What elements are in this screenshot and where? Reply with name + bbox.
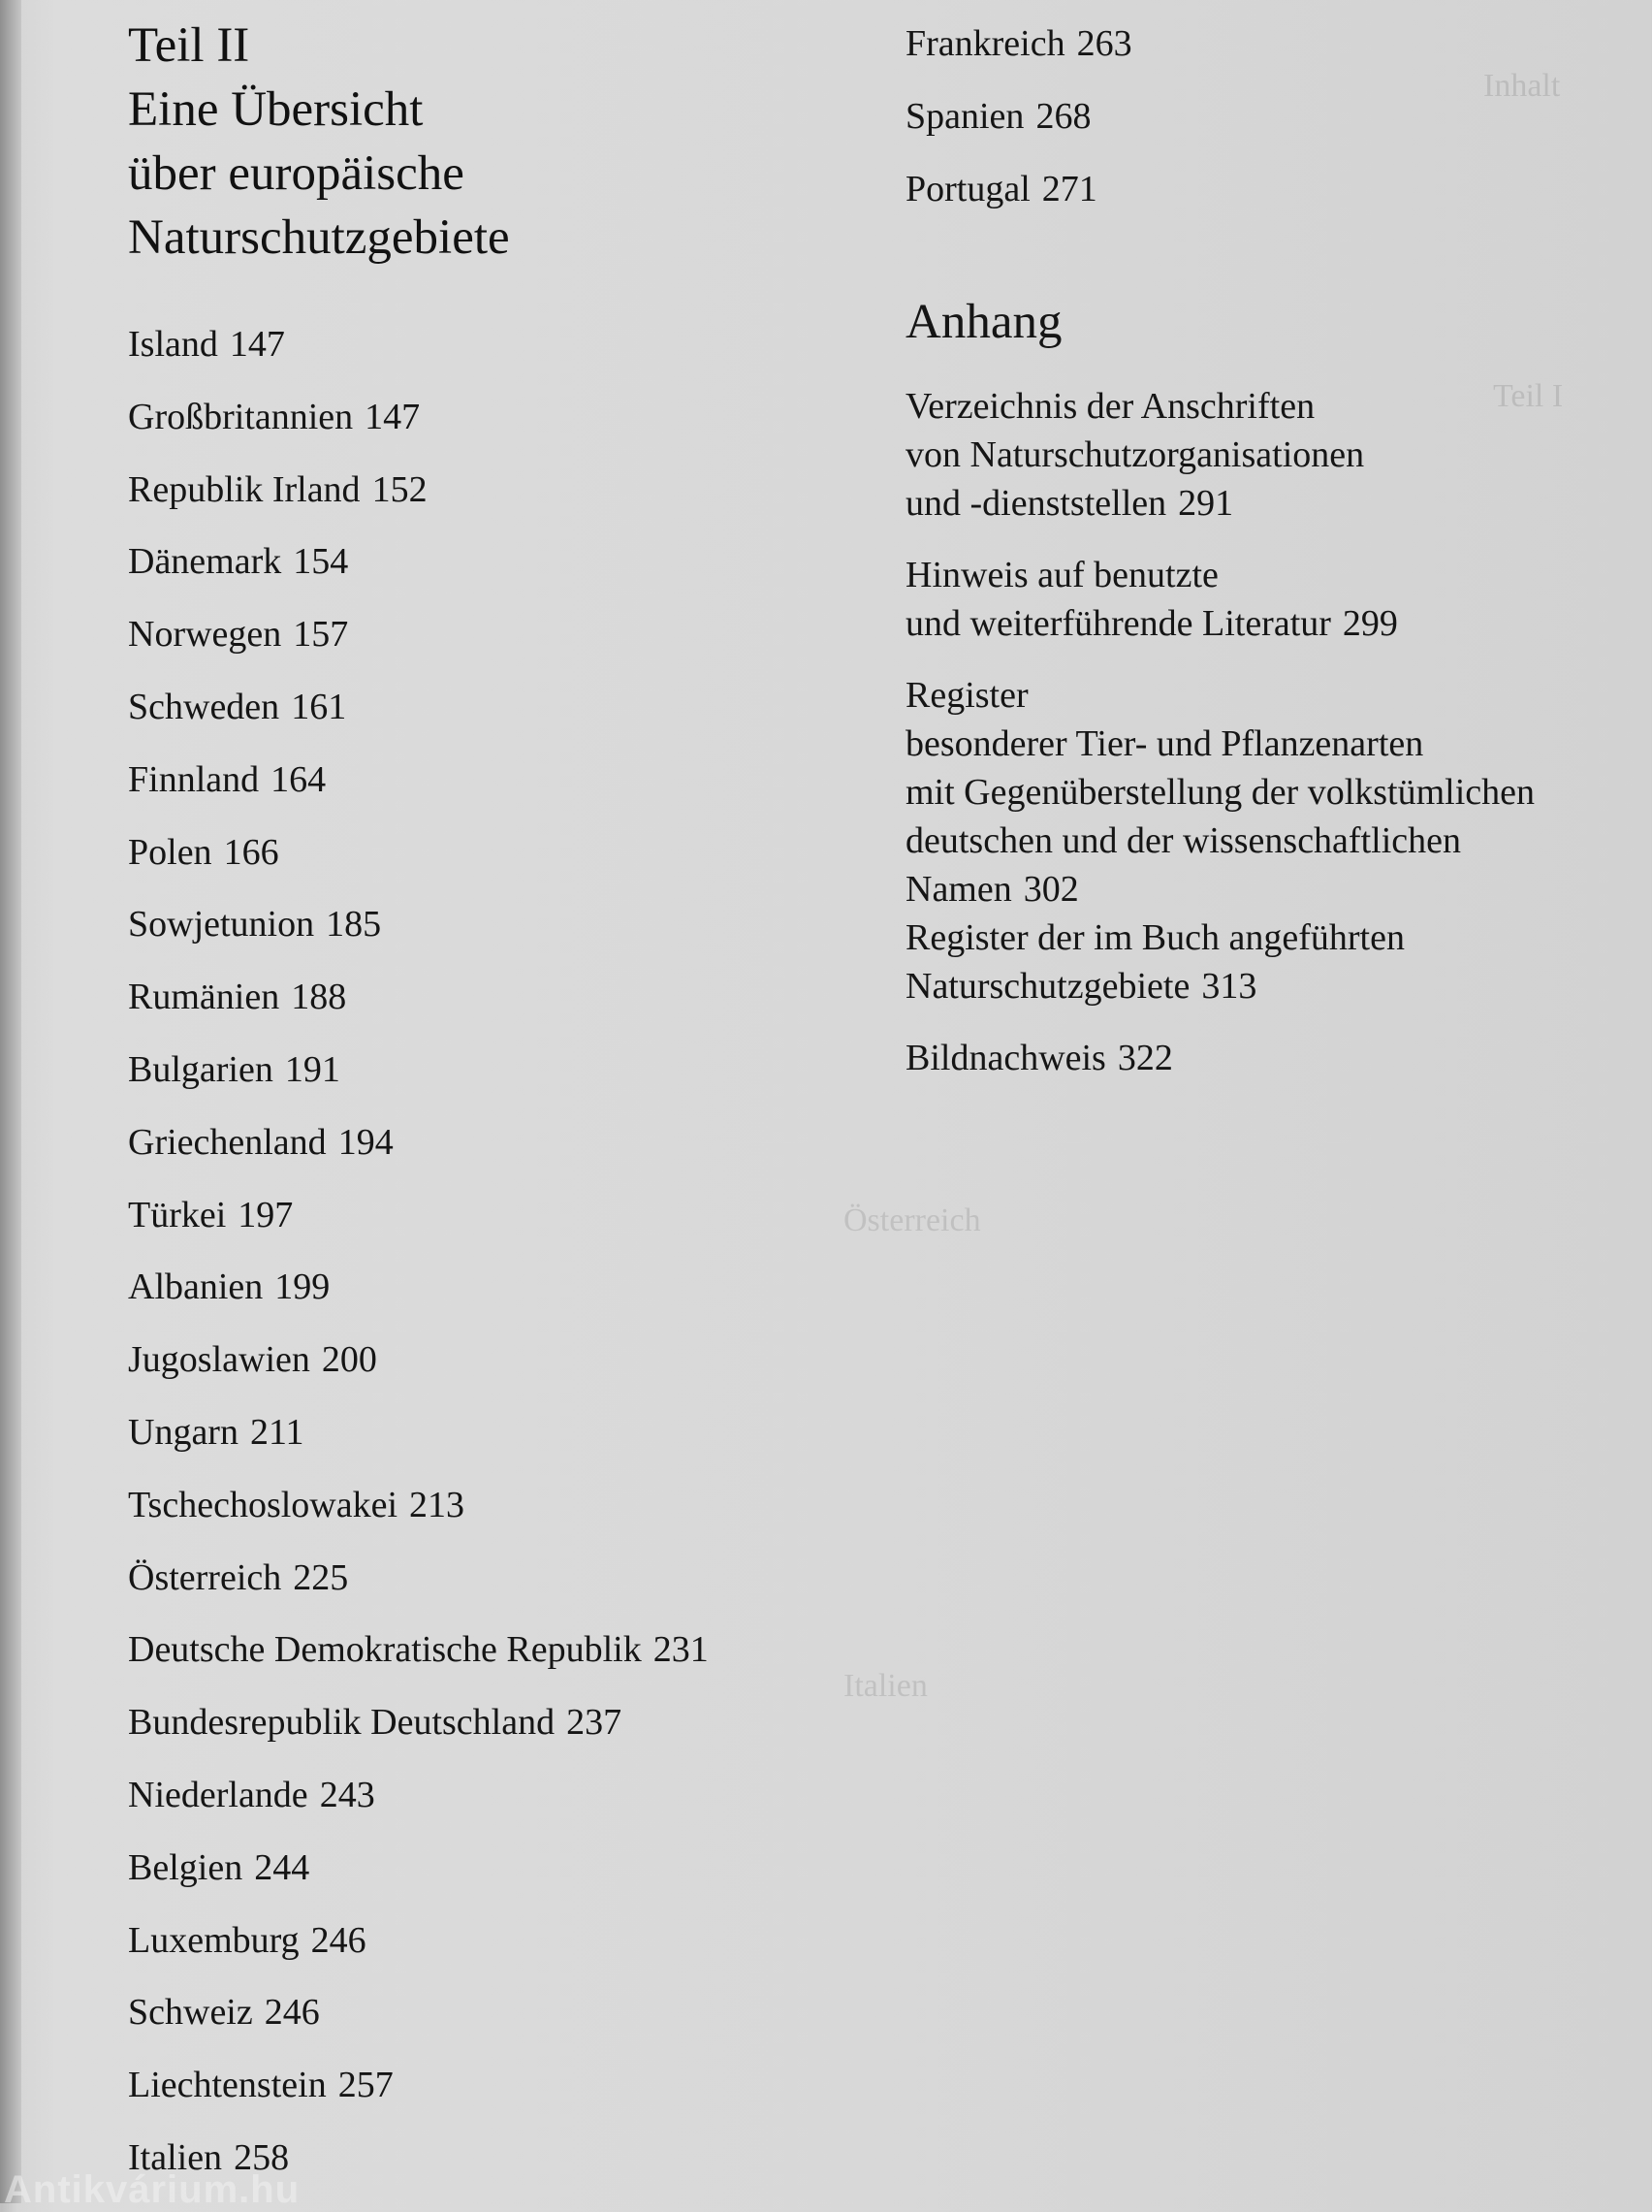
entry-name: Schweiz [128, 1992, 253, 2034]
entry-name: Griechenland [128, 1121, 327, 1163]
entry-name: Deutsche Demokratische Republik [128, 1629, 642, 1671]
entry-name: Tschechoslowakei [128, 1484, 398, 1525]
page-number: 191 [284, 1048, 340, 1090]
page-number: 225 [293, 1556, 349, 1598]
toc-entry-ungarn [128, 1396, 865, 1469]
entry-line: deutschen und der wissenschaftlichen [905, 820, 1461, 862]
page-number: 197 [238, 1194, 294, 1235]
entry-line: Bildnachweis [905, 1038, 1106, 1079]
page-number: 211 [249, 1411, 304, 1453]
entry-line: Namen [905, 869, 1012, 911]
toc-entry-republik-irland [128, 454, 865, 527]
entry-name: Liechtenstein [128, 2065, 327, 2106]
entry-name: Polen [128, 831, 212, 873]
left-column [128, 14, 865, 2195]
entry-line: besonderer Tier- und Pflanzenarten [905, 723, 1424, 765]
entry-name: Niederlande [128, 1774, 308, 1815]
entry-name: Schweden [128, 686, 280, 727]
entry-name: Albanien [128, 1266, 264, 1308]
toc-entry-schweden [128, 671, 865, 744]
entry-name: Republik Irland [128, 468, 361, 510]
part-title [128, 14, 865, 270]
toc-entry-polen [128, 817, 865, 889]
toc-entry-jugoslawien [128, 1324, 865, 1396]
entry-line: Register der im Buch angeführten [905, 917, 1405, 959]
toc-entry-schweiz [128, 1976, 865, 2049]
appendix-entry-anschriften [905, 382, 1623, 528]
appendix-entry-register-gebiete [905, 914, 1623, 1010]
entry-name: Island [128, 324, 218, 365]
toc-entry-sowjetunion [128, 888, 865, 961]
appendix-entry-bildnachweis [905, 1034, 1623, 1082]
entry-line: Verzeichnis der Anschriften [905, 386, 1316, 428]
part-title-line: Naturschutzgebiete [128, 210, 510, 265]
toc-entry-brd [128, 1686, 865, 1759]
part-title-line: Teil II [128, 18, 250, 73]
page-number: 154 [293, 541, 349, 583]
page-number: 161 [291, 686, 347, 727]
page-number: 258 [234, 2136, 290, 2178]
entry-line: und weiterführende Literatur [905, 603, 1331, 645]
entry-name: Bulgarien [128, 1048, 273, 1090]
watermark: Antikvárium.hu [4, 2168, 301, 2211]
page-number: 188 [291, 977, 347, 1018]
entry-name: Italien [128, 2136, 223, 2178]
entry-line: und -dienststellen [905, 483, 1167, 525]
page-number: 246 [310, 1919, 366, 1961]
entry-line: Naturschutzgebiete [905, 966, 1191, 1008]
toc-entry-spanien [905, 80, 1623, 153]
page-number: 257 [337, 2065, 394, 2106]
entry-line: mit Gegenüberstellung der volkstümlichen [905, 772, 1536, 814]
entry-name: Rumänien [128, 977, 280, 1018]
page-number: 166 [223, 831, 279, 873]
page-number: 243 [319, 1774, 375, 1815]
page-number: 291 [1178, 483, 1234, 525]
page-number: 152 [371, 468, 428, 510]
page-number: 268 [1035, 95, 1092, 137]
country-list [128, 308, 865, 2195]
entry-name: Ungarn [128, 1411, 238, 1453]
toc-entry-bulgarien [128, 1034, 865, 1106]
page-number: 185 [326, 904, 382, 946]
entry-name: Belgien [128, 1846, 243, 1888]
entry-name: Jugoslawien [128, 1339, 310, 1381]
page-number: 244 [254, 1846, 310, 1888]
appendix-entry-register-arten [905, 671, 1623, 914]
toc-entry-frankreich [905, 8, 1623, 80]
entry-name: Großbritannien [128, 396, 354, 437]
page-number: 194 [337, 1121, 394, 1163]
toc-entry-liechtenstein [128, 2049, 865, 2122]
page-number: 246 [264, 1992, 320, 2034]
page-edge [0, 0, 21, 2203]
part-title-line: Eine Übersicht [128, 82, 424, 137]
page-number: 271 [1041, 168, 1097, 209]
page-number: 164 [270, 758, 327, 800]
page-number: 299 [1342, 603, 1398, 645]
entry-line: Register [905, 675, 1029, 717]
part-title-line: über europäische [128, 146, 464, 201]
entry-name: Türkei [128, 1194, 227, 1235]
toc-entry-grossbritannien [128, 381, 865, 454]
show-through-background: Inhalt Teil I Österreich Italien [843, 68, 1564, 1704]
toc-entry-luxemburg [128, 1905, 865, 1977]
appendix-list [905, 382, 1623, 1082]
toc-entry-niederlande [128, 1759, 865, 1832]
page-number: 213 [409, 1484, 465, 1525]
page-number: 157 [293, 614, 349, 656]
entry-name: Finnland [128, 758, 260, 800]
entry-name: Spanien [905, 95, 1025, 137]
toc-entry-island [128, 308, 865, 381]
appendix-title: Anhang [905, 295, 1063, 350]
entry-name: Österreich [128, 1556, 282, 1598]
toc-entry-portugal [905, 153, 1623, 226]
entry-name: Norwegen [128, 614, 282, 656]
page-number: 322 [1117, 1038, 1173, 1079]
entry-name: Dänemark [128, 541, 282, 583]
toc-entry-ddr [128, 1614, 865, 1686]
toc-entry-norwegen [128, 598, 865, 671]
entry-name: Sowjetunion [128, 904, 315, 946]
page-number: 313 [1201, 966, 1257, 1008]
toc-entry-rumaenien [128, 961, 865, 1034]
right-column [905, 8, 1623, 1106]
toc-entry-griechenland [128, 1106, 865, 1179]
page-number: 147 [365, 396, 421, 437]
toc-entry-tschechoslowakei [128, 1469, 865, 1542]
toc-entry-daenemark [128, 526, 865, 598]
entry-name: Bundesrepublik Deutschland [128, 1702, 556, 1744]
page-number: 263 [1076, 23, 1132, 64]
toc-entry-oesterreich [128, 1542, 865, 1615]
country-list-continued [905, 8, 1623, 225]
toc-entry-finnland [128, 744, 865, 817]
entry-name: Luxemburg [128, 1919, 300, 1961]
toc-entry-albanien [128, 1251, 865, 1324]
page-number: 237 [566, 1702, 622, 1744]
page-number: 302 [1023, 869, 1079, 911]
entry-name: Frankreich [905, 23, 1065, 64]
appendix-entry-literatur [905, 551, 1623, 648]
entry-line: von Naturschutzorganisationen [905, 434, 1365, 476]
page-number: 200 [321, 1339, 377, 1381]
toc-entry-tuerkei [128, 1179, 865, 1252]
page-number: 231 [652, 1629, 709, 1671]
entry-line: Hinweis auf benutzte [905, 555, 1219, 596]
toc-entry-belgien [128, 1832, 865, 1905]
page-number: 199 [274, 1266, 331, 1308]
page-number: 147 [229, 324, 285, 365]
entry-name: Portugal [905, 168, 1031, 209]
